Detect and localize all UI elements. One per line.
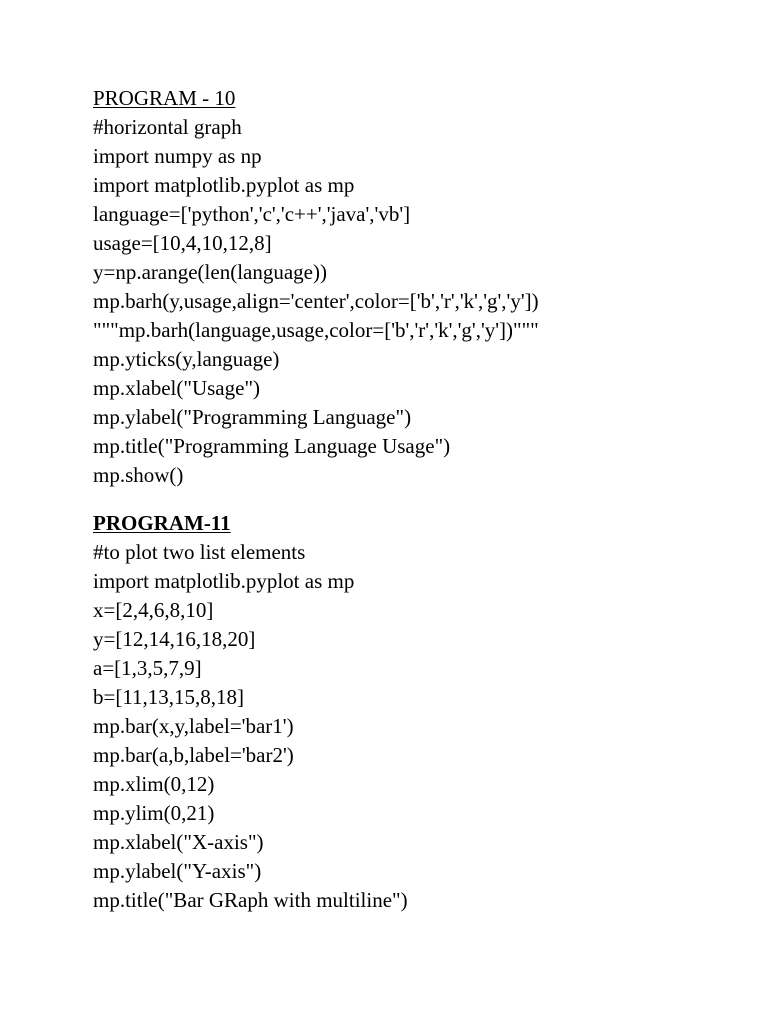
code-line: mp.yticks(y,language) xyxy=(93,347,280,371)
code-line: import matplotlib.pyplot as mp xyxy=(93,569,355,593)
code-line: mp.ylabel("Programming Language") xyxy=(93,405,412,429)
program-11-section xyxy=(93,509,733,915)
code-line: a=[1,3,5,7,9] xyxy=(93,656,202,680)
code-line: y=np.arange(len(language)) xyxy=(93,260,327,284)
code-line: #horizontal graph xyxy=(93,115,242,139)
code-line: mp.bar(a,b,label='bar2') xyxy=(93,743,294,767)
code-line: y=[12,14,16,18,20] xyxy=(93,627,256,651)
program-10-heading: PROGRAM - 10 xyxy=(93,86,236,110)
code-line: mp.barh(y,usage,align='center',color=['b','r','k','g','y']) xyxy=(93,289,539,313)
code-line: """mp.barh(language,usage,color=['b','r','k','g','y'])""" xyxy=(93,318,539,342)
program-11-heading: PROGRAM-11 xyxy=(93,511,231,535)
code-line: import numpy as np xyxy=(93,144,262,168)
code-line: mp.xlabel("Usage") xyxy=(93,376,261,400)
code-line: mp.xlabel("X-axis") xyxy=(93,830,264,854)
code-line: import matplotlib.pyplot as mp xyxy=(93,173,355,197)
code-line: mp.ylabel("Y-axis") xyxy=(93,859,262,883)
code-line: language=['python','c','c++','java','vb'] xyxy=(93,202,411,226)
program-10-section xyxy=(93,84,733,490)
code-line: mp.bar(x,y,label='bar1') xyxy=(93,714,294,738)
code-line: mp.show() xyxy=(93,463,184,487)
code-line: usage=[10,4,10,12,8] xyxy=(93,231,272,255)
code-line: mp.xlim(0,12) xyxy=(93,772,215,796)
code-line: mp.ylim(0,21) xyxy=(93,801,215,825)
document-page xyxy=(93,84,733,915)
code-line: mp.title("Programming Language Usage") xyxy=(93,434,451,458)
code-line: x=[2,4,6,8,10] xyxy=(93,598,214,622)
code-line: mp.title("Bar GRaph with multiline") xyxy=(93,888,408,912)
code-line: b=[11,13,15,8,18] xyxy=(93,685,245,709)
code-line: #to plot two list elements xyxy=(93,540,306,564)
